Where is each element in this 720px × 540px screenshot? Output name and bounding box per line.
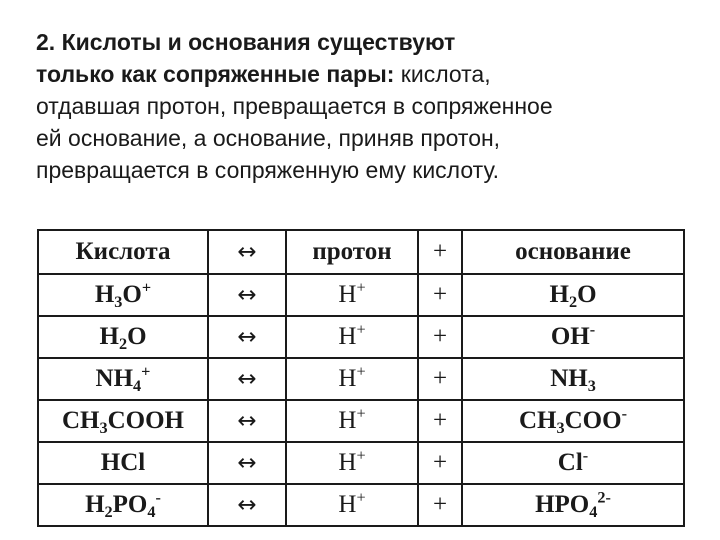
base-formula — [462, 484, 684, 526]
table-row — [38, 400, 684, 442]
equilibrium-arrow: ↔ — [208, 316, 286, 358]
formula-part: 3 — [99, 418, 108, 437]
formula-part: OH — [550, 323, 590, 350]
proton-formula — [286, 400, 418, 442]
table-row — [38, 484, 684, 526]
formula-part: H — [85, 491, 105, 518]
base-formula — [462, 274, 684, 316]
formula-part: PO — [112, 491, 148, 518]
acid-formula — [38, 400, 208, 442]
plus-sign: + — [418, 400, 462, 442]
formula-part: + — [356, 320, 366, 339]
formula-part: 2- — [597, 488, 611, 507]
paragraph-line-5: превращается в сопряженную ему кислоту. — [36, 157, 500, 183]
paragraph-line-1: 2. Кислоты и основания существуют — [36, 29, 456, 55]
formula-part: 3 — [114, 292, 123, 311]
acid-formula — [38, 274, 208, 316]
equilibrium-arrow: ↔ — [208, 442, 286, 484]
formula-part: + — [356, 362, 366, 381]
formula-part: H — [338, 365, 357, 392]
paragraph-bold-phrase: только как сопряженные пары: — [36, 61, 395, 87]
formula-part: O — [122, 281, 142, 308]
acid-formula — [38, 442, 208, 484]
formula-part: O — [127, 323, 147, 350]
formula-part: CH — [519, 407, 557, 434]
formula-part: COOH — [107, 407, 185, 434]
paragraph-line-3: отдавшая протон, превращается в сопряженное — [36, 93, 553, 119]
formula-part: HPO — [535, 491, 590, 518]
table-row — [38, 442, 684, 484]
paragraph-line-4: ей основание, а основание, приняв протон, — [36, 125, 501, 151]
formula-part: Cl — [557, 449, 583, 476]
formula-part: - — [589, 320, 596, 339]
plus-sign: + — [418, 442, 462, 484]
table-row — [38, 358, 684, 400]
formula-part: H — [99, 323, 119, 350]
formula-part: + — [356, 488, 366, 507]
formula-part: O — [577, 281, 597, 308]
acid-formula — [38, 484, 208, 526]
header-proton: протон — [286, 230, 418, 274]
formula-part: H — [338, 491, 357, 518]
formula-part: H — [549, 281, 569, 308]
equilibrium-arrow: ↔ — [208, 400, 286, 442]
formula-part: H — [338, 281, 357, 308]
formula-part: + — [356, 404, 366, 423]
formula-part: NH — [95, 365, 134, 392]
formula-part: 2 — [118, 334, 128, 353]
proton-formula — [286, 274, 418, 316]
formula-part: H — [94, 281, 115, 308]
paragraph-line-2-rest: кислота, — [394, 61, 491, 87]
plus-sign: + — [418, 358, 462, 400]
formula-part: COO — [564, 407, 622, 434]
proton-formula — [286, 442, 418, 484]
header-base: основание — [462, 230, 684, 274]
formula-part: 3 — [556, 418, 565, 437]
formula-part: HCl — [100, 449, 146, 476]
formula-part: - — [621, 404, 627, 423]
formula-part: 4 — [133, 376, 142, 395]
plus-sign: + — [418, 274, 462, 316]
formula-part: NH — [550, 365, 588, 392]
acid-formula — [38, 358, 208, 400]
formula-part: 2 — [104, 502, 113, 521]
table-header-row — [38, 230, 684, 274]
base-formula — [462, 400, 684, 442]
formula-part: - — [582, 446, 589, 465]
formula-part: + — [141, 362, 151, 381]
base-formula — [462, 316, 684, 358]
equilibrium-arrow: ↔ — [208, 274, 286, 316]
header-acid: Кислота — [38, 230, 208, 274]
base-formula — [462, 442, 684, 484]
formula-part: CH — [61, 407, 100, 434]
formula-part: + — [356, 278, 366, 297]
paragraph-line-2 — [36, 58, 696, 90]
formula-part: 4 — [147, 502, 156, 521]
proton-formula — [286, 316, 418, 358]
formula-part: - — [155, 488, 161, 507]
formula-part: H — [338, 323, 357, 350]
header-plus: + — [418, 230, 462, 274]
formula-part: H — [338, 407, 357, 434]
conjugate-pairs-table — [37, 229, 685, 527]
plus-sign: + — [418, 484, 462, 526]
table-row — [38, 316, 684, 358]
acid-formula — [38, 316, 208, 358]
formula-part: 2 — [568, 292, 578, 311]
proton-formula — [286, 484, 418, 526]
formula-part: H — [338, 449, 357, 476]
base-formula — [462, 358, 684, 400]
plus-sign: + — [418, 316, 462, 358]
equilibrium-arrow: ↔ — [208, 484, 286, 526]
proton-formula — [286, 358, 418, 400]
intro-paragraph — [36, 26, 696, 186]
table-row — [38, 274, 684, 316]
equilibrium-arrow: ↔ — [208, 358, 286, 400]
formula-part: + — [141, 278, 152, 297]
formula-part: + — [356, 446, 366, 465]
formula-part: 3 — [587, 376, 596, 395]
header-arrow: ↔ — [208, 230, 286, 274]
formula-part: 4 — [589, 502, 598, 521]
